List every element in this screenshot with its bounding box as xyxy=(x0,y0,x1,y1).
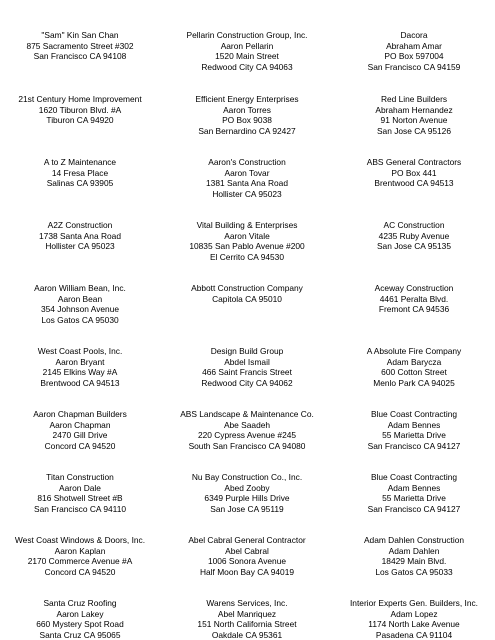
address-line: Abel Manriquez xyxy=(217,608,277,619)
address-line: Brentwood CA 94513 xyxy=(374,178,454,188)
address-line: Abraham Hernandez xyxy=(375,104,453,115)
address-label xyxy=(334,472,494,514)
address-label xyxy=(0,472,160,514)
address-line: 21st Century Home Improvement xyxy=(18,94,142,104)
address-label xyxy=(167,409,327,451)
address-line: Redwood City CA 94062 xyxy=(201,377,293,388)
address-line: West Coast Pools, Inc. xyxy=(37,346,123,356)
address-line: 55 Marietta Drive xyxy=(382,430,446,440)
address-line: Aaron Chapman xyxy=(49,419,111,430)
address-line: Aaron Bryant xyxy=(55,356,105,367)
address-line: 1738 Santa Ana Road xyxy=(39,230,121,241)
address-label xyxy=(167,283,327,304)
address-line: A to Z Maintenance xyxy=(43,157,117,167)
address-label xyxy=(0,220,160,252)
address-line: A Absolute Fire Company xyxy=(366,346,462,356)
address-line: Design Build Group xyxy=(210,346,284,356)
address-label xyxy=(334,346,494,388)
address-label xyxy=(167,220,327,262)
address-label xyxy=(334,535,494,577)
address-line: 1520 Main Street xyxy=(215,51,279,61)
address-label xyxy=(167,472,327,514)
address-line: 55 Marietta Drive xyxy=(382,493,446,503)
address-label xyxy=(0,283,160,325)
address-line: Warens Services, Inc. xyxy=(206,598,288,608)
address-line: 14 Fresa Place xyxy=(51,167,109,178)
address-line: Adam Dahlen xyxy=(388,545,440,556)
address-line: Adam Bennes xyxy=(387,482,441,493)
address-line: A2Z Construction xyxy=(47,220,113,230)
address-line: 875 Sacramento Street #302 xyxy=(26,40,134,51)
address-line: Aaron Vitale xyxy=(224,230,270,241)
address-line: AC Construction xyxy=(383,220,445,230)
address-line: Dacora xyxy=(400,30,428,40)
address-line: Adam Bennes xyxy=(387,419,441,430)
address-line: Capitola CA 95010 xyxy=(212,293,282,304)
address-line: 816 Shotwell Street #B xyxy=(37,493,123,503)
address-line: Hollister CA 95023 xyxy=(212,188,282,199)
address-line: Aceway Construction xyxy=(374,283,454,293)
address-line: 1381 Santa Ana Road xyxy=(206,178,288,188)
address-label xyxy=(334,30,494,72)
address-line: 600 Cotton Street xyxy=(381,367,447,377)
address-line: San Francisco CA 94159 xyxy=(367,61,461,72)
address-line: Titan Construction xyxy=(46,472,114,482)
address-line: Brentwood CA 94513 xyxy=(40,377,120,388)
address-line: Pasadena CA 91104 xyxy=(375,629,453,640)
address-line: 2145 Elkins Way #A xyxy=(42,367,118,377)
address-line: Fremont CA 94536 xyxy=(378,304,450,314)
address-label xyxy=(0,535,160,577)
address-line: Hollister CA 95023 xyxy=(45,241,115,251)
address-line: Menlo Park CA 94025 xyxy=(373,377,455,388)
address-line: San Francisco CA 94127 xyxy=(367,503,461,514)
address-line: San Jose CA 95126 xyxy=(376,125,452,136)
address-label xyxy=(334,598,494,640)
address-line: 2170 Commerce Avenue #A xyxy=(27,556,133,566)
address-label xyxy=(0,409,160,451)
address-line: Abel Cabral General Contractor xyxy=(188,535,306,545)
address-line: 10835 San Pablo Avenue #200 xyxy=(189,241,305,251)
address-label xyxy=(167,30,327,72)
address-line: Concord CA 94520 xyxy=(44,566,116,577)
address-line: Half Moon Bay CA 94019 xyxy=(199,566,295,577)
address-line: San Francisco CA 94127 xyxy=(367,440,461,451)
address-line: Adam Barycza xyxy=(386,356,442,367)
address-label xyxy=(0,157,160,189)
address-line: 1006 Sonora Avenue xyxy=(207,556,287,566)
address-line: 660 Mystery Spot Road xyxy=(36,619,124,629)
address-line: Abed Zooby xyxy=(224,482,270,493)
address-line: Abbott Construction Company xyxy=(191,283,303,293)
address-line: San Jose CA 95119 xyxy=(210,503,284,514)
address-line: Salinas CA 93905 xyxy=(46,178,114,188)
address-line: 151 North California Street xyxy=(197,619,297,629)
address-line: Oakdale CA 95361 xyxy=(211,629,283,640)
address-line: Blue Coast Contracting xyxy=(370,472,458,482)
address-line: Vital Building & Enterprises xyxy=(196,220,298,230)
address-line: West Coast Windows & Doors, Inc. xyxy=(14,535,146,545)
address-label xyxy=(334,157,494,189)
address-line: Los Gatos CA 95030 xyxy=(41,314,119,325)
address-label xyxy=(0,346,160,388)
address-line: Blue Coast Contracting xyxy=(370,409,458,419)
address-label xyxy=(0,598,160,640)
address-line: San Francisco CA 94108 xyxy=(33,51,127,61)
address-line: 1174 North Lake Avenue xyxy=(368,619,460,629)
address-line: Abe Saadeh xyxy=(223,419,271,430)
address-line: 466 Saint Francis Street xyxy=(202,367,292,377)
address-line: Santa Cruz CA 95065 xyxy=(39,629,121,640)
address-line: 18429 Main Blvd. xyxy=(381,556,447,566)
address-line: 354 Johnson Avenue xyxy=(40,304,120,314)
address-line: PO Box 597004 xyxy=(384,51,444,61)
address-line: 220 Cypress Avenue #245 xyxy=(197,430,297,440)
address-label xyxy=(334,409,494,451)
address-label xyxy=(334,283,494,315)
address-line: Redwood City CA 94063 xyxy=(201,61,293,72)
address-line: Interior Experts Gen. Builders, Inc. xyxy=(349,598,478,608)
address-line: 4461 Peralta Blvd. xyxy=(379,293,449,304)
address-line: Los Gatos CA 95033 xyxy=(375,566,453,577)
address-line: PO Box 9038 xyxy=(222,115,272,125)
address-line: Aaron Chapman Builders xyxy=(33,409,127,419)
address-line: San Bernardino CA 92427 xyxy=(198,125,296,136)
address-line: 1620 Tiburon Blvd. #A xyxy=(38,104,122,115)
address-line: Abel Cabral xyxy=(225,545,269,556)
address-line: Aaron Dale xyxy=(59,482,101,493)
address-label xyxy=(167,157,327,199)
address-line: San Jose CA 95135 xyxy=(376,241,452,251)
address-line: Pellarin Construction Group, Inc. xyxy=(186,30,308,40)
address-line: ABS Landscape & Maintenance Co. xyxy=(180,409,314,419)
address-line: Aaron Tovar xyxy=(224,167,270,178)
address-line: Red Line Builders xyxy=(380,94,448,104)
address-line: Concord CA 94520 xyxy=(44,440,116,451)
address-label xyxy=(334,94,494,136)
address-label xyxy=(167,346,327,388)
address-line: 6349 Purple Hills Drive xyxy=(204,493,290,503)
address-label xyxy=(0,30,160,62)
address-line: San Francisco CA 94110 xyxy=(33,503,127,514)
address-label xyxy=(167,535,327,577)
address-line: Aaron William Bean, Inc. xyxy=(34,283,126,293)
address-line: Abraham Amar xyxy=(386,40,442,51)
address-line: Adam Dahlen Construction xyxy=(363,535,465,545)
address-line: "Sam" Kin San Chan xyxy=(41,30,119,40)
address-label xyxy=(0,94,160,126)
address-line: Aaron Pellarin xyxy=(220,40,274,51)
address-line: 4235 Ruby Avenue xyxy=(378,230,450,241)
address-line: El Cerrito CA 94530 xyxy=(209,251,285,262)
address-line: Aaron Kaplan xyxy=(54,545,106,556)
address-label xyxy=(167,94,327,136)
address-label xyxy=(334,220,494,252)
address-line: Aaron's Construction xyxy=(208,157,286,167)
address-line: PO Box 441 xyxy=(391,167,437,178)
address-line: Nu Bay Construction Co., Inc. xyxy=(191,472,303,482)
address-line: Abdel Ismail xyxy=(224,356,270,367)
address-label xyxy=(167,598,327,640)
address-line: Aaron Lakey xyxy=(56,608,104,619)
address-line: Adam Lopez xyxy=(390,608,438,619)
address-line: ABS General Contractors xyxy=(366,157,462,167)
address-line: Efficient Energy Enterprises xyxy=(195,94,299,104)
address-line: Tiburon CA 94920 xyxy=(46,115,114,125)
address-line: Santa Cruz Roofing xyxy=(43,598,117,608)
address-line: 2470 Gill Drive xyxy=(52,430,108,440)
address-line: Aaron Torres xyxy=(223,104,271,115)
address-line: Aaron Bean xyxy=(57,293,103,304)
address-line: 91 Norton Avenue xyxy=(380,115,448,125)
address-line: South San Francisco CA 94080 xyxy=(188,440,306,451)
